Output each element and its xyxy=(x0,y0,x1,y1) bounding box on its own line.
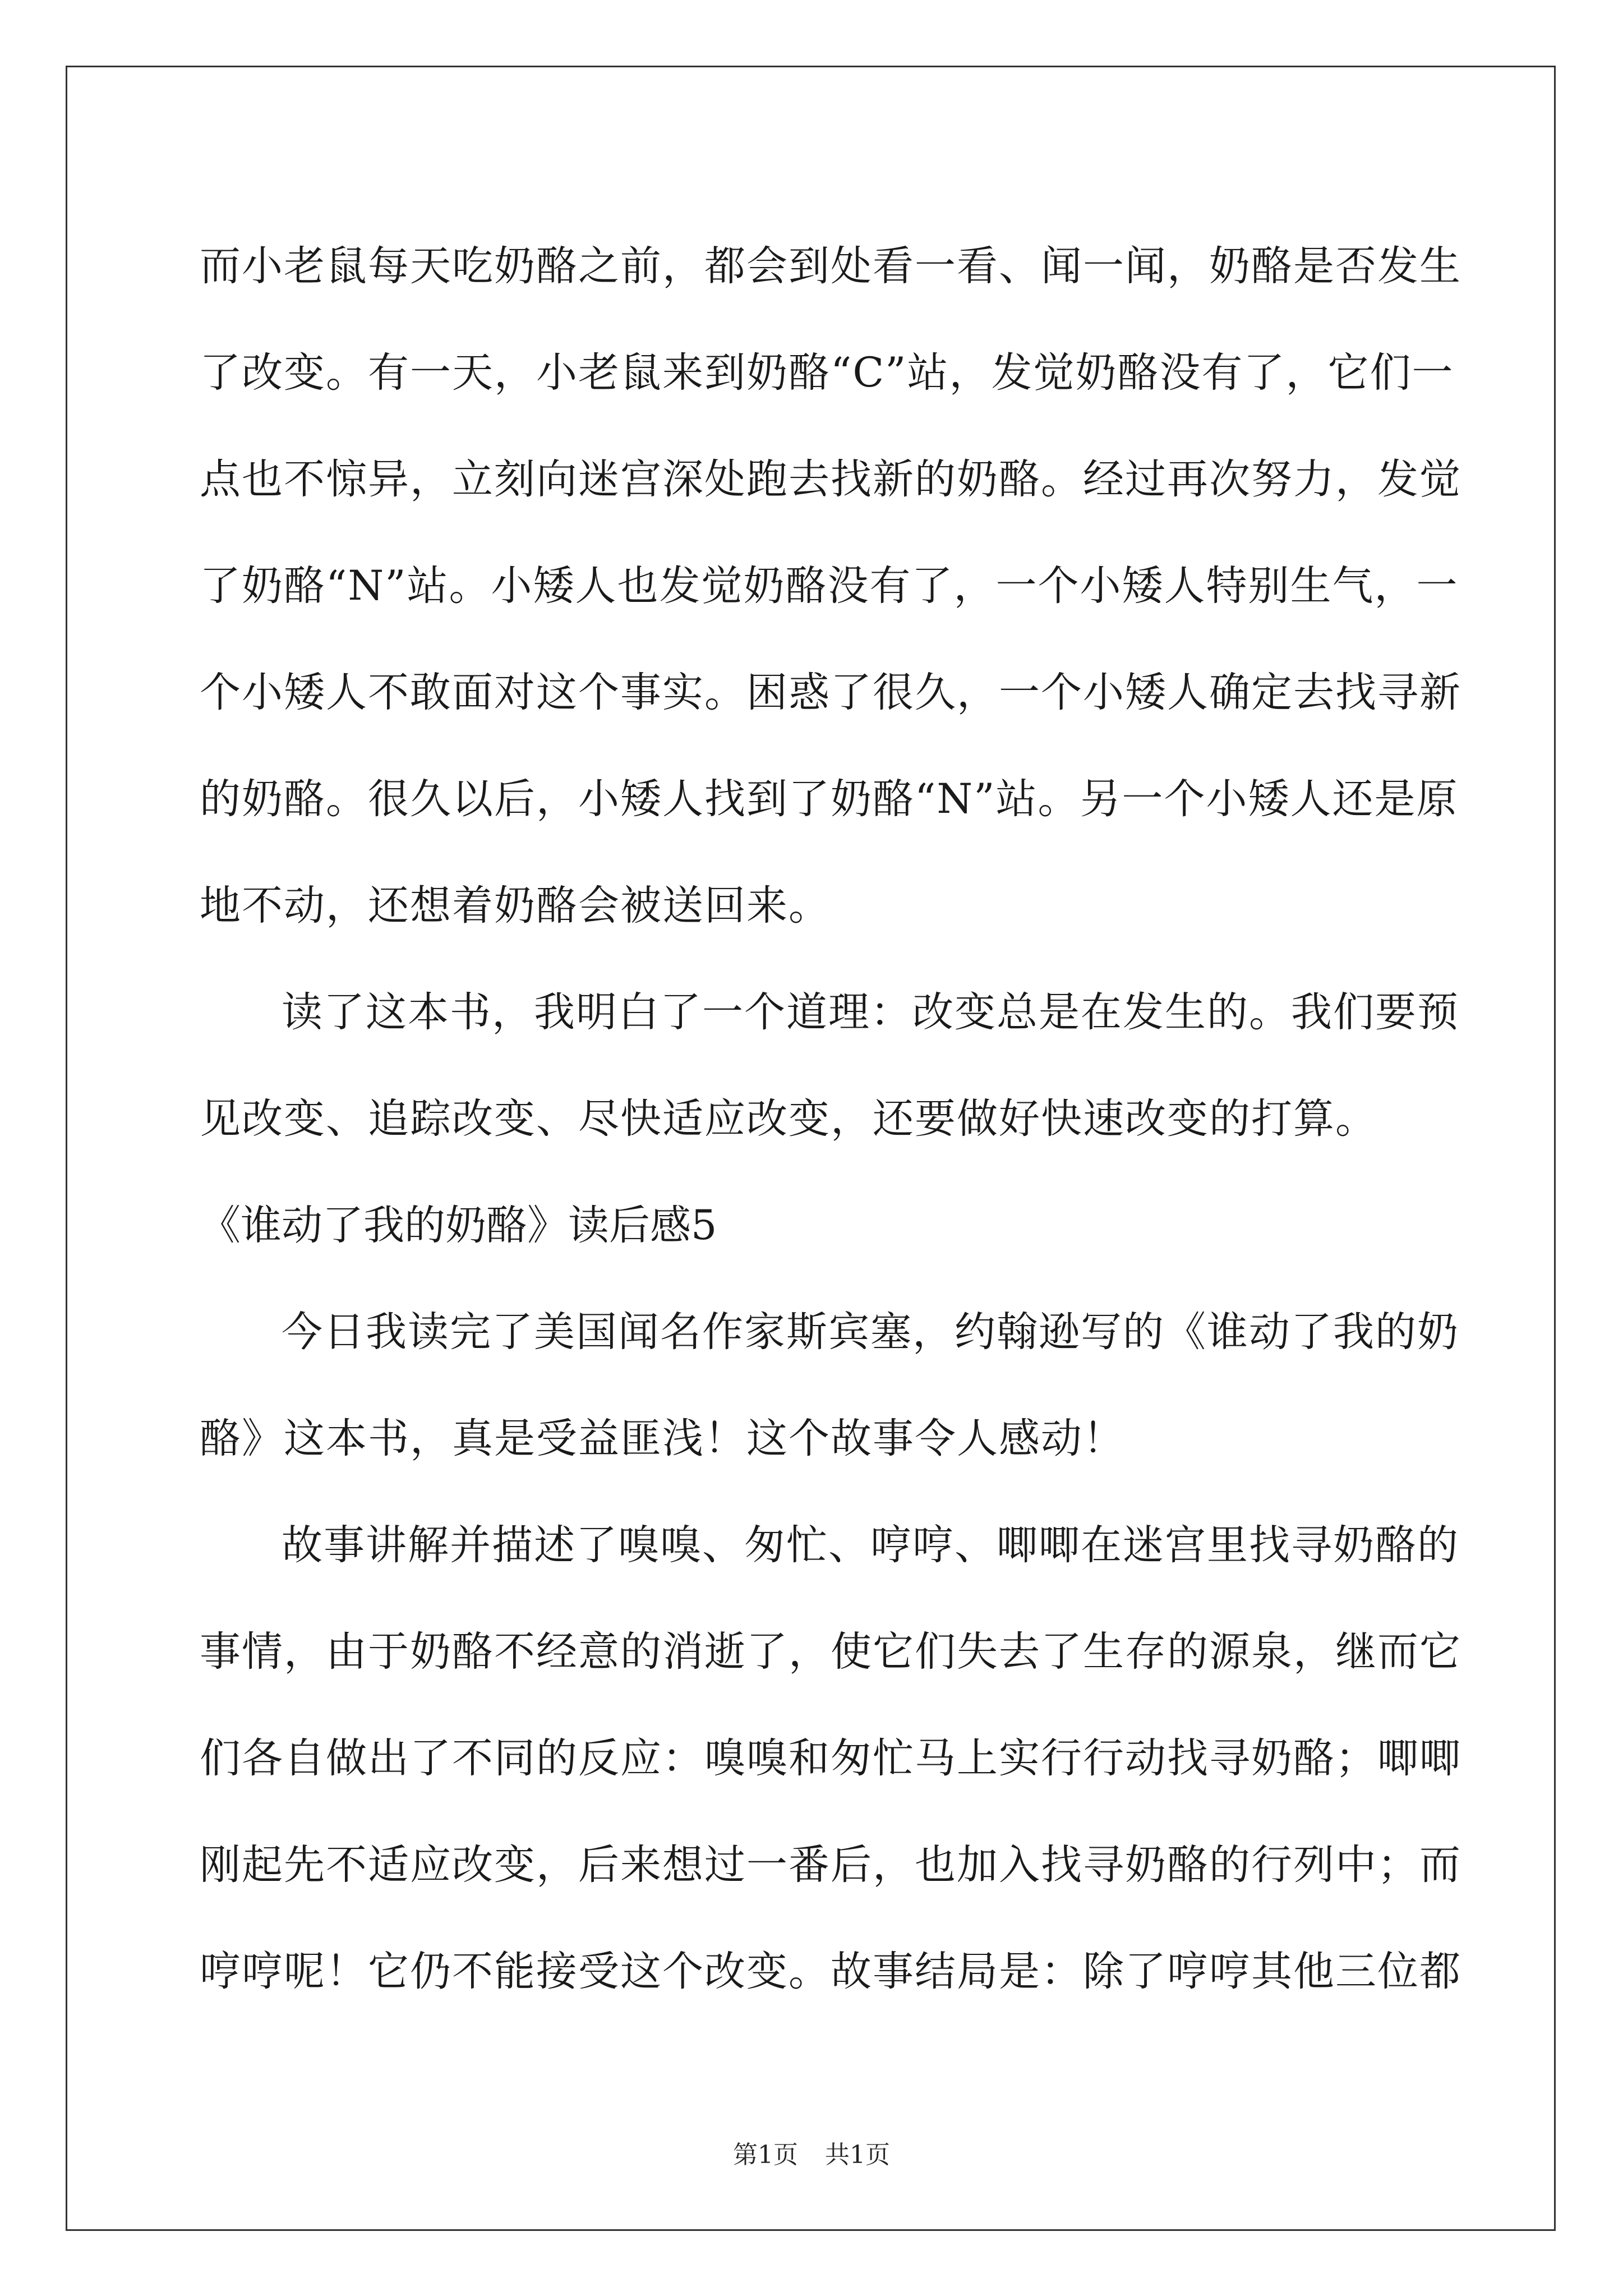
body-line: 了改变。有一天，小老鼠来到奶酪“C”站，发觉奶酪没有了，它们一 xyxy=(200,349,1454,397)
section-heading: 《谁动了我的奶酪》读后感5 xyxy=(200,1202,717,1249)
body-line: 而小老鼠每天吃奶酪之前，都会到处看一看、闻一闻，奶酪是否发生 xyxy=(200,242,1461,290)
body-line: 点也不惊异，立刻向迷宫深处跑去找新的奶酪。经过再次努力，发觉 xyxy=(200,455,1461,503)
body-line: 的奶酪。很久以后，小矮人找到了奶酪“N”站。另一个小矮人还是原 xyxy=(200,775,1459,823)
paragraph-first-line: 读了这本书，我明白了一个道理：改变总是在发生的。我们要预 xyxy=(282,988,1459,1036)
body-line: 刚起先不适应改变，后来想过一番后，也加入找寻奶酪的行列中；而 xyxy=(200,1841,1461,1889)
body-line: 们各自做出了不同的反应：嗅嗅和匆忙马上实行行动找寻奶酪；唧唧 xyxy=(200,1734,1461,1782)
document-body xyxy=(200,213,1461,2025)
body-line: 个小矮人不敢面对这个事实。困惑了很久，一个小矮人确定去找寻新 xyxy=(200,669,1461,716)
page-number: 第1页 xyxy=(733,2141,798,2169)
body-line: 酪》这本书，真是受益匪浅！这个故事令人感动！ xyxy=(200,1415,1125,1462)
paragraph-first-line: 今日我读完了美国闻名作家斯宾塞，约翰逊写的《谁动了我的奶 xyxy=(282,1308,1459,1356)
body-line: 地不动，还想着奶酪会被送回来。 xyxy=(200,882,831,930)
body-line: 了奶酪“N”站。小矮人也发觉奶酪没有了，一个小矮人特别生气，一 xyxy=(200,562,1459,610)
paragraph-first-line: 故事讲解并描述了嗅嗅、匆忙、哼哼、唧唧在迷宫里找寻奶酪的 xyxy=(282,1521,1459,1569)
page-footer xyxy=(0,2134,1623,2170)
body-line: 见改变、追踪改变、尽快适应改变，还要做好快速改变的打算。 xyxy=(200,1095,1377,1143)
body-line: 事情，由于奶酪不经意的消逝了，使它们失去了生存的源泉，继而它 xyxy=(200,1628,1461,1676)
body-line: 哼哼呢！它仍不能接受这个改变。故事结局是：除了哼哼其他三位都 xyxy=(200,1948,1461,1995)
page-total: 共1页 xyxy=(825,2141,890,2169)
